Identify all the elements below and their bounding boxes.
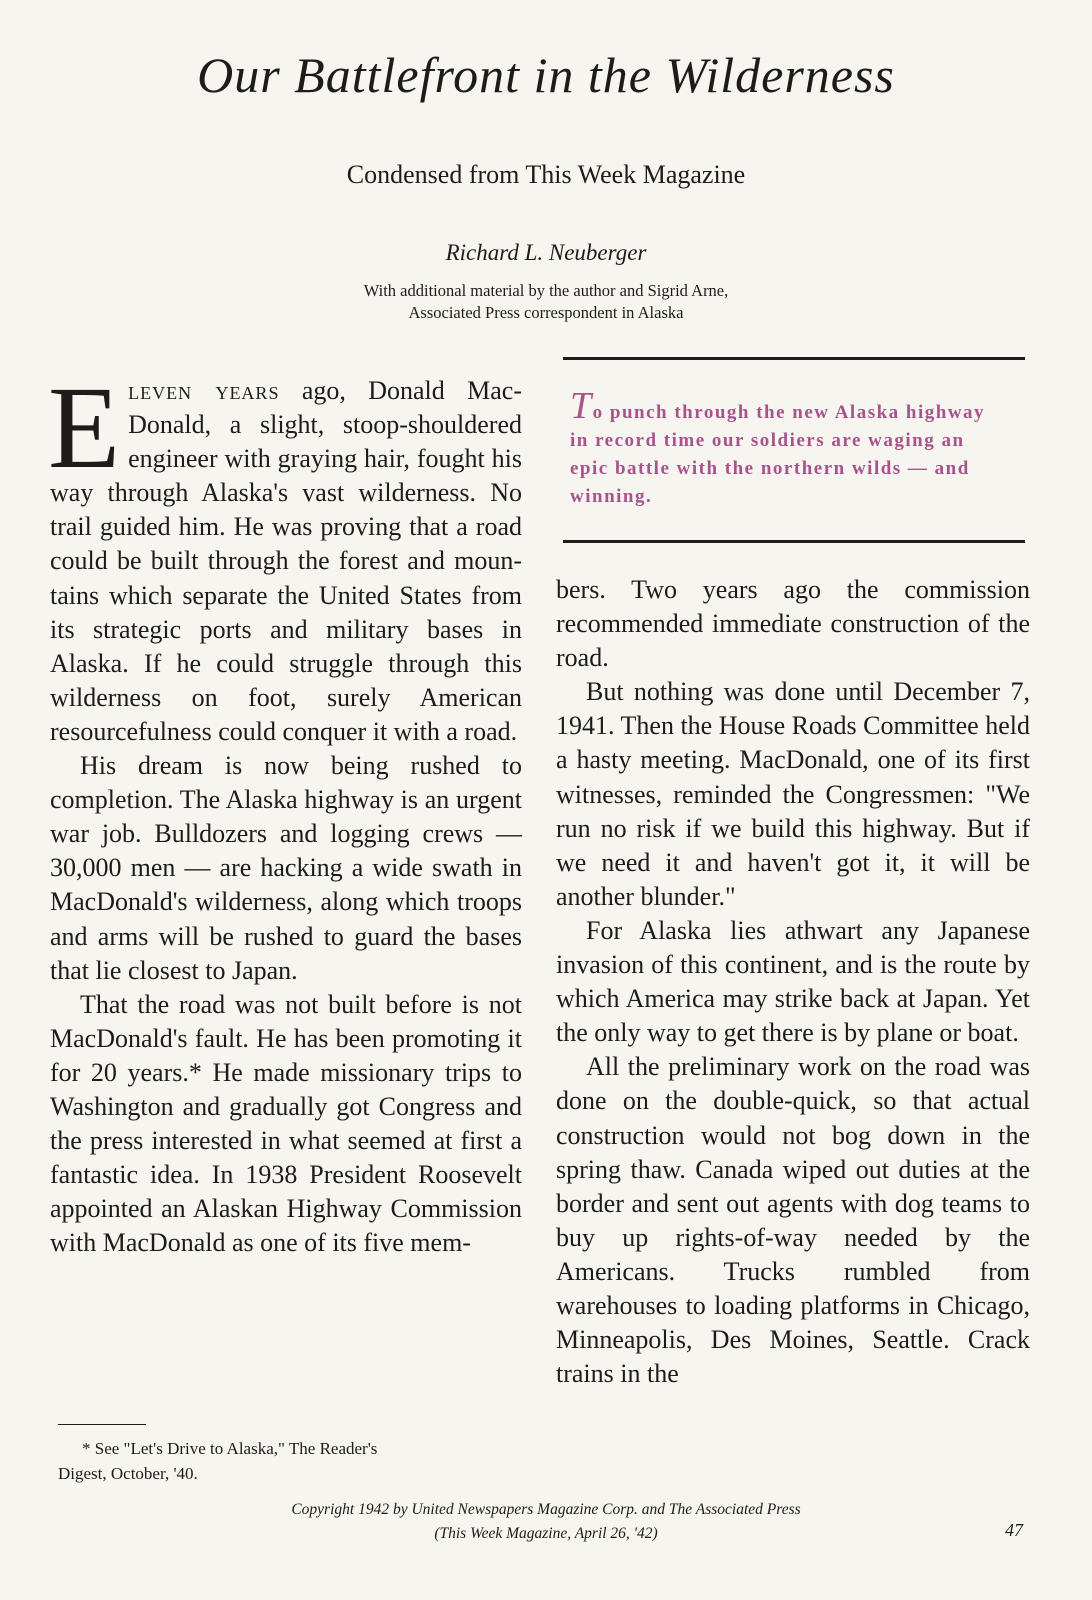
drop-cap: E [48, 362, 121, 493]
paragraph: That the road was not built before is not MacDonald's fault. He has been promoting it for 20 years.* He made missionary trips to Washington and gradually got Congress and the press interested in what seemed at first a fantastic idea. In 1938 President Roosevelt appointed an Alaskan Highway Commission with MacDonald as one of its five mem- [50, 989, 522, 1258]
opening-words: leven years [128, 376, 280, 405]
credit-line: With additional material by the author and Sigrid Arne, [363, 281, 729, 300]
paragraph: bers. Two years ago the commission recommended immediate construction of the road. [556, 575, 1030, 673]
pullquote-initial: T [570, 385, 593, 427]
author-credit [0, 280, 1092, 324]
article-title: Our Battlefront in the Wilderness [197, 47, 895, 103]
credit-line: Associated Press correspondent in Alaska [408, 303, 684, 322]
author-byline: Richard L. Neuberger [445, 240, 647, 265]
footnote-line: * See "Let's Drive to Alaska," The Reader's [82, 1439, 378, 1458]
pullquote [570, 385, 1008, 511]
pullquote-bottom-rule [563, 540, 1025, 543]
footnote [58, 1436, 528, 1486]
paragraph: All the preliminary work on the road was done on the double-quick, so that actual construction would not bog down in the spring thaw. Canada wiped out duties at the border and sent out agents with dog teams to buy up rights-of-way needed by the Americans. Trucks rumbled from warehouses to loading platforms in Chicago, Minneapolis, Des Moines, Seattle. Crack trains in the [556, 1052, 1030, 1389]
copyright-line: Copyright 1942 by United Newspapers Magazine Corp. and The Associated Press [291, 1501, 801, 1518]
paragraph: But nothing was done until December 7, 1941. Then the House Roads Committee held a hasty meeting. MacDonald, one of its first witnesses, reminded the Congressmen: "We run no risk if we build this highway. But if we need it and haven't got it, it will be another blunder." [556, 677, 1030, 911]
page-number: 47 [1005, 1520, 1023, 1540]
footnote-line: Digest, October, '40. [58, 1464, 198, 1483]
pullquote-text: o punch through the new Alaska highway in record time our soldiers are waging an epic battle with the northern wilds — and winning. [570, 402, 986, 507]
footnote-rule [58, 1424, 146, 1425]
copyright-notice [0, 1498, 1092, 1546]
paragraph-text: ago, Donald MacDonald, a slight, stoop-shouldered engineer with graying hair, fought his way through Alaska's vast wilderness. No trail guided him. He was proving that a road could be built through the forest and mountains which separate the United States from its strategic ports and military bases in Alaska. If he could struggle through this wilderness on foot, surely American resourcefulness could conquer it with a road. [50, 376, 522, 746]
pullquote-top-rule [563, 357, 1025, 360]
right-column [556, 573, 1030, 1391]
left-column [48, 362, 522, 1260]
paragraph [48, 362, 522, 749]
paragraph: For Alaska lies athwart any Japanese invasion of this continent, and is the route by which America may strike back at Japan. Yet the only way to get there is by plane or boat. [556, 915, 1030, 1048]
paragraph: His dream is now being rushed to completion. The Alaska highway is an urgent war job. Bulldozers and logging crews — 30,000 men — are hacking a wide swath in MacDonald's wilderness, along which troops and arms will be rushed to guard the bases that lie closest to Japan. [50, 751, 522, 985]
article-subtitle: Condensed from This Week Magazine [346, 160, 746, 189]
copyright-line: (This Week Magazine, April 26, '42) [434, 1525, 658, 1542]
